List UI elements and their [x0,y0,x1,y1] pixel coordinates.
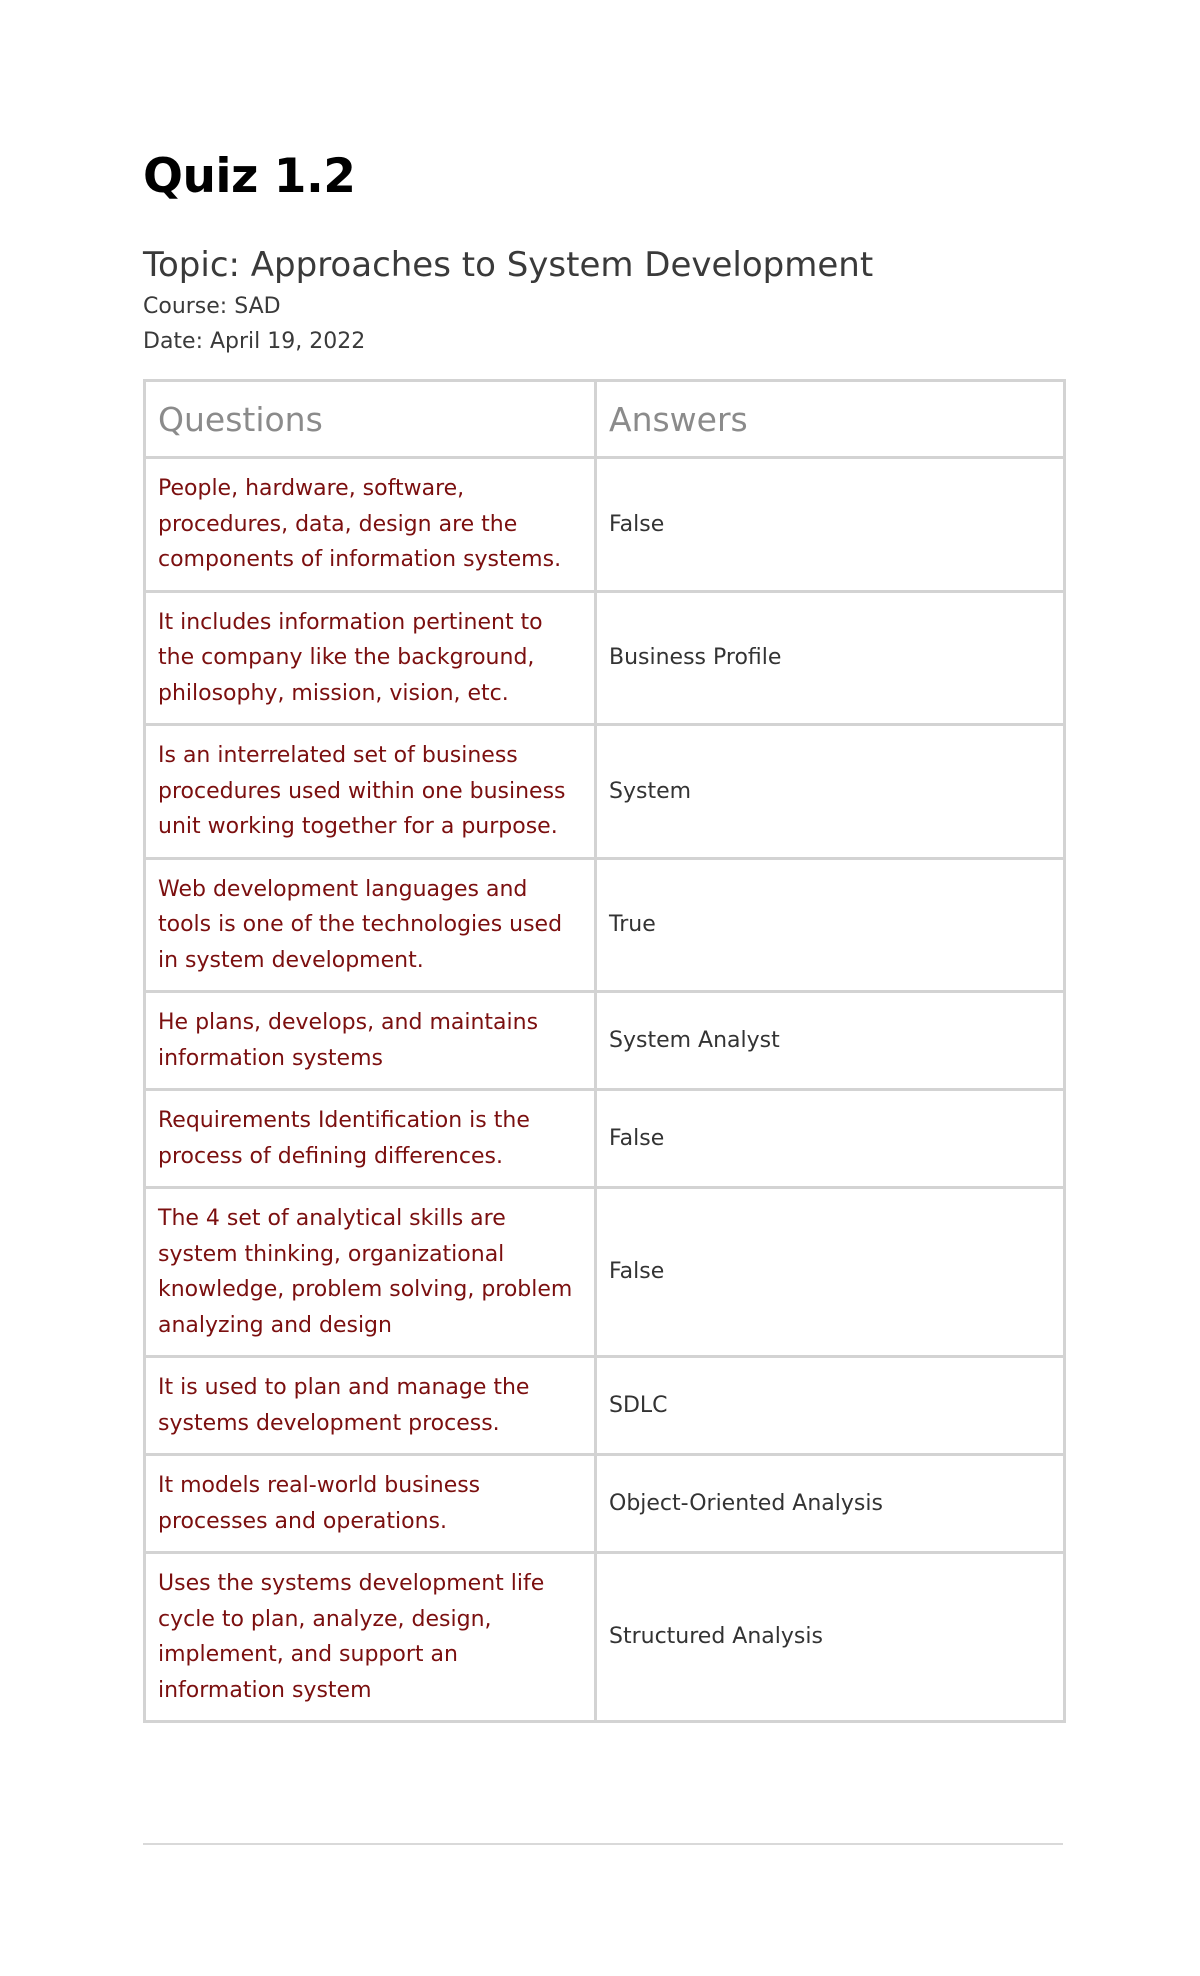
answer-cell: Structured Analysis [596,1553,1065,1722]
table-row [145,1455,1065,1553]
quiz-table [143,379,1066,1723]
question-cell: Requirements Identification is the process of defining differences. [145,1090,596,1188]
answer-cell: False [596,458,1065,592]
question-cell: Is an interrelated set of business procedures used within one business unit working together for a purpose. [145,725,596,859]
question-cell: It is used to plan and manage the systems development process. [145,1357,596,1455]
quiz-date: Date: April 19, 2022 [143,329,366,354]
table-row [145,591,1065,725]
table-row [145,725,1065,859]
quiz-course: Course: SAD [143,294,281,319]
table-row [145,458,1065,592]
quiz-topic: Topic: Approaches to System Development [143,245,874,285]
table-row [145,1188,1065,1357]
answer-cell: Business Profile [596,591,1065,725]
question-cell: It includes information pertinent to the company like the background, philosophy, mission, vision, etc. [145,591,596,725]
footer-divider [143,1843,1063,1845]
table-row [145,1357,1065,1455]
table-row [145,858,1065,992]
table-row [145,1553,1065,1722]
answers-header: Answers [596,381,1065,458]
answer-cell: False [596,1188,1065,1357]
question-cell: It models real-world business processes and operations. [145,1455,596,1553]
table-row [145,992,1065,1090]
question-cell: Web development languages and tools is one of the technologies used in system development. [145,858,596,992]
answer-cell: System Analyst [596,992,1065,1090]
answer-cell: Object-Oriented Analysis [596,1455,1065,1553]
answer-cell: False [596,1090,1065,1188]
answer-cell: System [596,725,1065,859]
answer-cell: True [596,858,1065,992]
answer-cell: SDLC [596,1357,1065,1455]
question-cell: He plans, develops, and maintains information systems [145,992,596,1090]
question-cell: Uses the systems development life cycle to plan, analyze, design, implement, and support an information system [145,1553,596,1722]
questions-header: Questions [145,381,596,458]
table-row [145,1090,1065,1188]
quiz-title: Quiz 1.2 [143,149,356,204]
question-cell: People, hardware, software, procedures, data, design are the components of information systems. [145,458,596,592]
table-header-row [145,381,1065,458]
question-cell: The 4 set of analytical skills are system thinking, organizational knowledge, problem solving, problem analyzing and design [145,1188,596,1357]
